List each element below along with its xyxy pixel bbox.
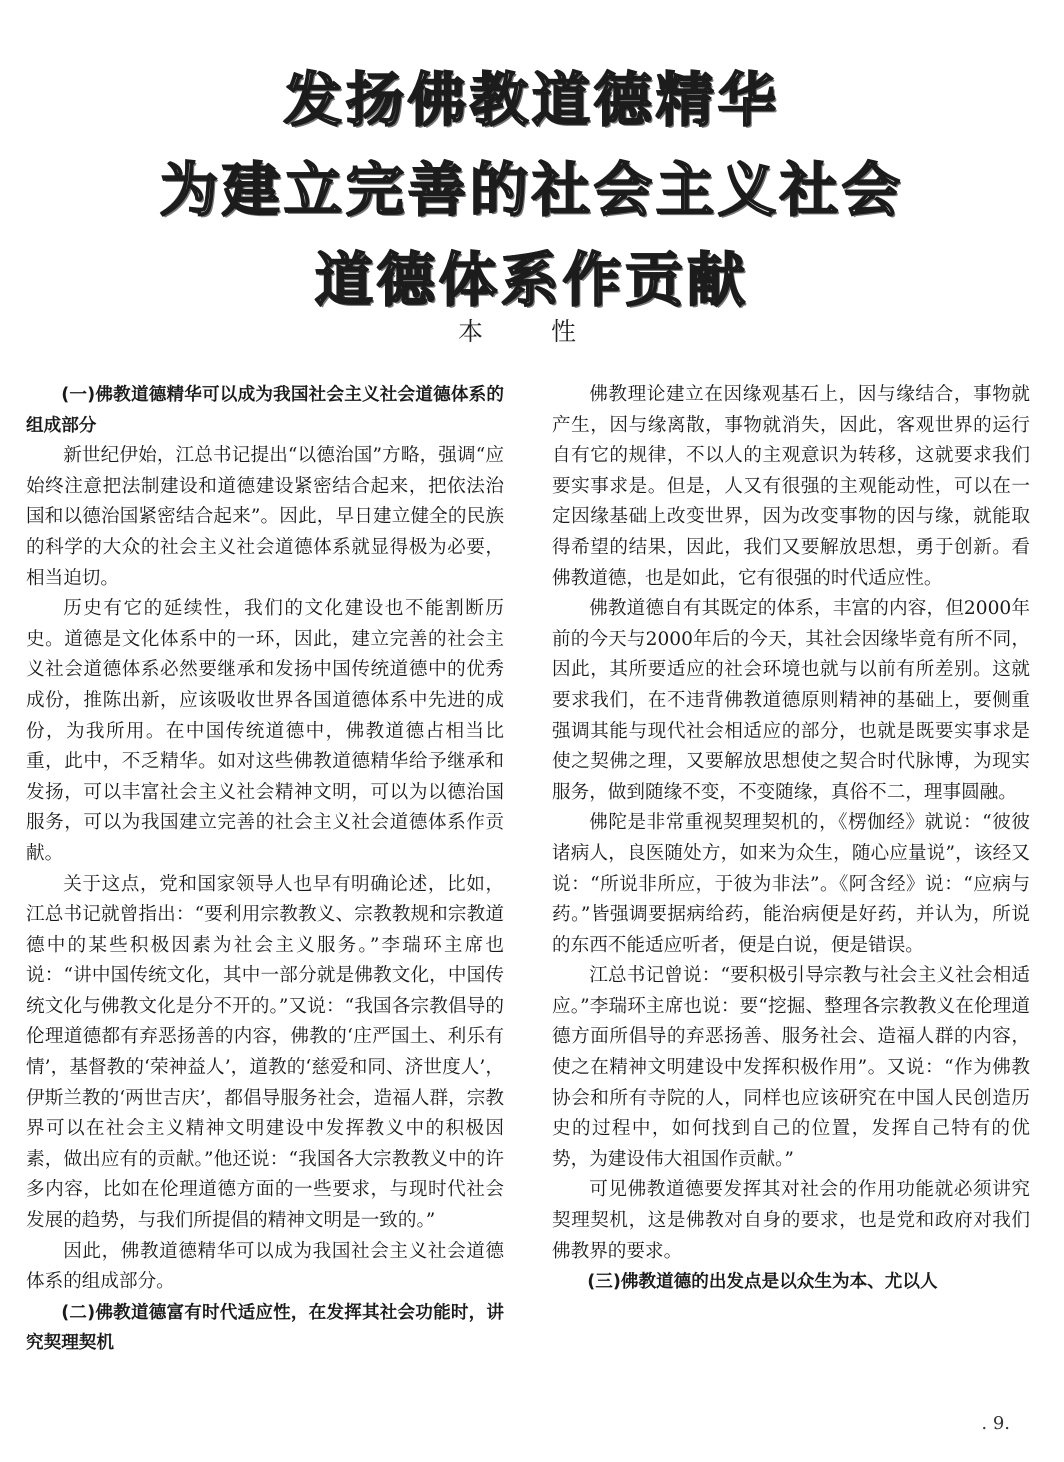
section-heading-1: (一)佛教道德精华可以成为我国社会主义社会道德体系的组成部分 [26,385,504,436]
section-heading-3: (三)佛教道德的出发点是以众生为本、尤以人 [587,1272,938,1293]
title-line-3: 道德体系作贡献 [314,246,749,314]
author-name: 本 性 [458,317,606,346]
paragraph: 可见佛教道德要发挥其对社会的作用功能就必须讲究契理契机，这是佛教对自身的要求，也是党和政府对我们佛教界的要求。 [552,1179,1030,1262]
paragraph: 佛教道德自有其既定的体系，丰富的内容，但2000年前的今天与2000年后的今天，其社会因缘毕竟有所不同，因此，其所要适应的社会环境也就与以前有所差别。这就要求我们，在不违背佛教道德原则精神的基础上，要侧重强调其能与现代社会相适应的部分，也就是既要实事求是使之契佛之理，又要解放思想使之契合时代脉博，为现实服务，做到随缘不变，不变随缘，真俗不二，理事圆融。 [552,598,1030,803]
paragraph: 佛陀是非常重视契理契机的，《楞伽经》就说：“彼彼诸病人，良医随处方，如来为众生，随心应量说”，该经又说：“所说非所应，于彼为非法”。《阿含经》说：“应病与药。”皆强调要据病给药，能治病便是好药，并认为，所说的东西不能适应听者，便是白说，便是错误。 [552,812,1030,956]
title-line-1: 发扬佛教道德精华 [283,66,780,134]
article-title [0,55,1064,325]
paragraph: 因此，佛教道德精华可以成为我国社会主义社会道德体系的组成部分。 [26,1240,504,1293]
paragraph: 关于这点，党和国家领导人也早有明确论述，比如，江总书记就曾指出：“要利用宗教教义、宗教教规和宗教道德中的某些积极因素为社会主义服务。”李瑞环主席也说：“讲中国传统文化，其中一部分就是佛教文化，中国传统文化与佛教文化是分不开的。”又说：“我国各宗教倡导的伦理道德都有弃恶扬善的内容，佛教的‘庄严国土、利乐有情’，基督教的‘荣神益人’，道教的‘慈爱和同、济世度人’，伊斯兰教的‘两世吉庆’，都倡导服务社会，造福人群，宗教界可以在社会主义精神文明建设中发挥教义中的积极因素，做出应有的贡献。”他还说：“我国各大宗教教义中的许多内容，比如在伦理道德方面的一些要求，与现时代社会发展的趋势，与我们所提倡的精神文明是一致的。” [26,873,504,1232]
paragraph: 佛教理论建立在因缘观基石上，因与缘结合，事物就产生，因与缘离散，事物就消失，因此，客观世界的运行自有它的规律，不以人的主观意识为转移，这就要求我们要实事求是。但是，人又有很强的主观能动性，可以在一定因缘基础上改变世界，因为改变事物的因与缘，就能取得希望的结果，因此，我们又要解放思想，勇于创新。看佛教道德，也是如此，它有很强的时代适应性。 [552,384,1030,589]
right-column [552,380,1030,1298]
paragraph: 新世纪伊始，江总书记提出“以德治国”方略，强调“应始终注意把法制建设和道德建设紧密结合起来，把依法治国和以德治国紧密结合起来”。因此，早日建立健全的民族的科学的大众的社会主义社会道德体系就显得极为必要，相当迫切。 [26,445,504,589]
page-number: . 9. [981,1413,1010,1434]
section-heading-2: (二)佛教道德富有时代适应性，在发挥其社会功能时，讲究契理契机 [26,1302,504,1354]
paragraph: 江总书记曾说：“要积极引导宗教与社会主义社会相适应。”李瑞环主席也说：要“挖掘、整理各宗教教义在伦理道德方面所倡导的弃恶扬善、服务社会、造福人群的内容，使之在精神文明建设中发挥积极作用”。又说：“作为佛教协会和所有寺院的人，同样也应该研究在中国人民创造历史的过程中，如何找到自己的位置，发挥自己特有的优势，为建设伟大祖国作贡献。” [552,965,1030,1170]
left-column [26,380,504,1359]
paragraph: 历史有它的延续性，我们的文化建设也不能割断历史。道德是文化体系中的一环，因此，建立完善的社会主义社会道德体系必然要继承和发扬中国传统道德中的优秀成份，推陈出新，应该吸收世界各国道德体系中先进的成份，为我所用。在中国传统道德中，佛教道德占相当比重，此中，不乏精华。如对这些佛教道德精华给予继承和发扬，可以丰富社会主义社会精神文明，可以为以德治国服务，可以为我国建立完善的社会主义社会道德体系作贡献。 [26,598,504,864]
title-line-2: 为建立完善的社会主义社会 [159,156,904,224]
